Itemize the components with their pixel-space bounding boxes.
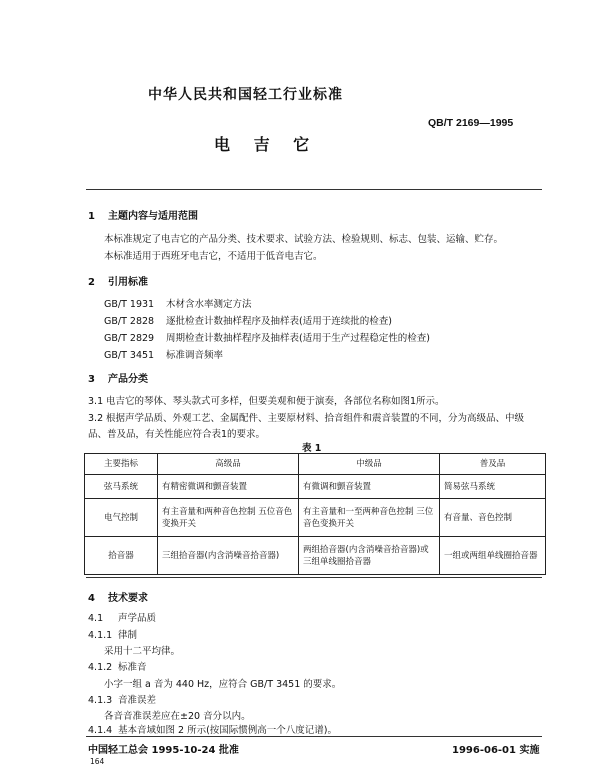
- reference-item: [104, 330, 430, 344]
- reference-name: 逐批检查计数抽样程序及抽样表(适用于连续批的检查): [166, 316, 392, 327]
- clause-number: 4.1.1: [88, 630, 113, 641]
- reference-item: [104, 313, 392, 327]
- table-cell: 拾音器: [85, 537, 158, 575]
- table-header-row: [85, 454, 546, 475]
- clause-number: 4.1: [88, 613, 104, 624]
- table-row: [85, 537, 546, 575]
- reference-code: GB/T 1931: [104, 299, 155, 310]
- section-2-title: 引用标准: [108, 277, 148, 288]
- table-cell: 有精密微调和颤音装置: [158, 475, 299, 499]
- clause-4-1-3: [88, 692, 156, 706]
- clause-4-1-4: [88, 722, 337, 736]
- clause-title: 律制: [118, 630, 138, 641]
- section-1-number: 1: [88, 211, 95, 222]
- table-cell: 三组拾音器(内含消噪音拾音器): [158, 537, 299, 575]
- effective-date: 1996-06-01 实施: [452, 745, 540, 756]
- clause-number: 4.1.2: [88, 662, 113, 673]
- clause-3-2: [88, 410, 524, 424]
- clause-4-1-3-text: 各音音准误差应在±20 音分以内。: [104, 711, 251, 722]
- table-cell: 电气控制: [85, 499, 158, 537]
- clause-4-1-1: [88, 627, 137, 641]
- table-cell: 两组拾音器(内含消噪音拾音器)或三组单线圈拾音器: [299, 537, 440, 575]
- reference-name: 标准调音频率: [166, 350, 224, 361]
- clause-text: 电吉它的琴体、琴头款式可多样，但要美观和便于演奏，各部位名称如图1所示。: [106, 396, 445, 407]
- table-end-divider: [86, 577, 542, 578]
- reference-code: GB/T 2829: [104, 333, 155, 344]
- reference-name: 木材含水率测定方法: [166, 299, 252, 310]
- section-4-number: 4: [88, 593, 95, 604]
- table-cell: 弦马系统: [85, 475, 158, 499]
- product-grade-table: [84, 453, 546, 575]
- reference-item: [104, 296, 252, 310]
- approval-line: 中国轻工总会 1995-10-24 批准: [88, 745, 239, 756]
- clause-4-1: [88, 610, 156, 624]
- section-3-title: 产品分类: [108, 374, 148, 385]
- header-divider: [86, 189, 542, 190]
- document-title: 电 吉 它: [214, 135, 312, 154]
- table-cell: 有微调和颤音装置: [299, 475, 440, 499]
- table-header-cell: 高级品: [158, 454, 299, 475]
- section-3-heading: [88, 370, 148, 385]
- issuing-authority-title: 中华人民共和国轻工行业标准: [148, 87, 343, 103]
- table-caption: 表 1: [302, 443, 322, 454]
- clause-number: 3.1: [88, 396, 104, 407]
- footer-divider: [86, 736, 542, 737]
- section-1-paragraph-2: 本标准适用于西班牙电吉它，不适用于低音电吉它。: [104, 251, 323, 262]
- clause-number: 3.2: [88, 413, 104, 424]
- page-number: 164: [90, 757, 105, 766]
- section-2-number: 2: [88, 277, 95, 288]
- clause-title: 声学品质: [118, 613, 157, 624]
- table-cell: 有主音量和一至两种音色控制 三位音色变换开关: [299, 499, 440, 537]
- table-header-cell: 主要指标: [85, 454, 158, 475]
- section-4-heading: [88, 589, 148, 604]
- reference-name: 周期检查计数抽样程序及抽样表(适用于生产过程稳定性的检查): [166, 333, 430, 344]
- reference-code: GB/T 2828: [104, 316, 155, 327]
- clause-text: 根据声学品质、外观工艺、金属配件、主要原材料、拾音组件和震音装置的不同，分为高级品、中级: [106, 413, 525, 424]
- section-1-paragraph-1: 本标准规定了电吉它的产品分类、技术要求、试验方法、检验规则、标志、包装、运输、贮存。: [104, 234, 504, 245]
- table-cell: 简易弦马系统: [440, 475, 546, 499]
- table-cell: 一组或两组单线圈拾音器: [440, 537, 546, 575]
- clause-3-1: [88, 393, 445, 407]
- clause-4-1-2: [88, 659, 147, 673]
- section-1-title: 主题内容与适用范围: [108, 211, 198, 222]
- clause-3-2-continued: 品、普及品，有关性能应符合表1的要求。: [88, 429, 266, 440]
- table-cell: 有主音量和两种音色控制 五位音色变换开关: [158, 499, 299, 537]
- clause-4-1-2-text: 小字一组 a 音为 440 Hz，应符合 GB/T 3451 的要求。: [104, 679, 342, 690]
- section-3-number: 3: [88, 374, 95, 385]
- standard-number: QB/T 2169—1995: [428, 117, 514, 129]
- clause-4-1-1-text: 采用十二平均律。: [104, 646, 181, 657]
- clause-number: 4.1.3: [88, 695, 113, 706]
- reference-item: [104, 347, 223, 361]
- section-2-heading: [88, 273, 148, 288]
- reference-code: GB/T 3451: [104, 350, 155, 361]
- section-1-heading: [88, 207, 198, 222]
- table-cell: 有音量、音色控制: [440, 499, 546, 537]
- table-header-cell: 中级品: [299, 454, 440, 475]
- clause-title: 标准音: [118, 662, 147, 673]
- clause-number: 4.1.4: [88, 725, 113, 736]
- clause-title: 音准误差: [118, 695, 157, 706]
- section-4-title: 技术要求: [108, 593, 148, 604]
- table-row: [85, 499, 546, 537]
- table-header-cell: 普及品: [440, 454, 546, 475]
- clause-title: 基本音域如图 2 所示(按国际惯例高一个八度记谱)。: [118, 725, 337, 736]
- table-row: [85, 475, 546, 499]
